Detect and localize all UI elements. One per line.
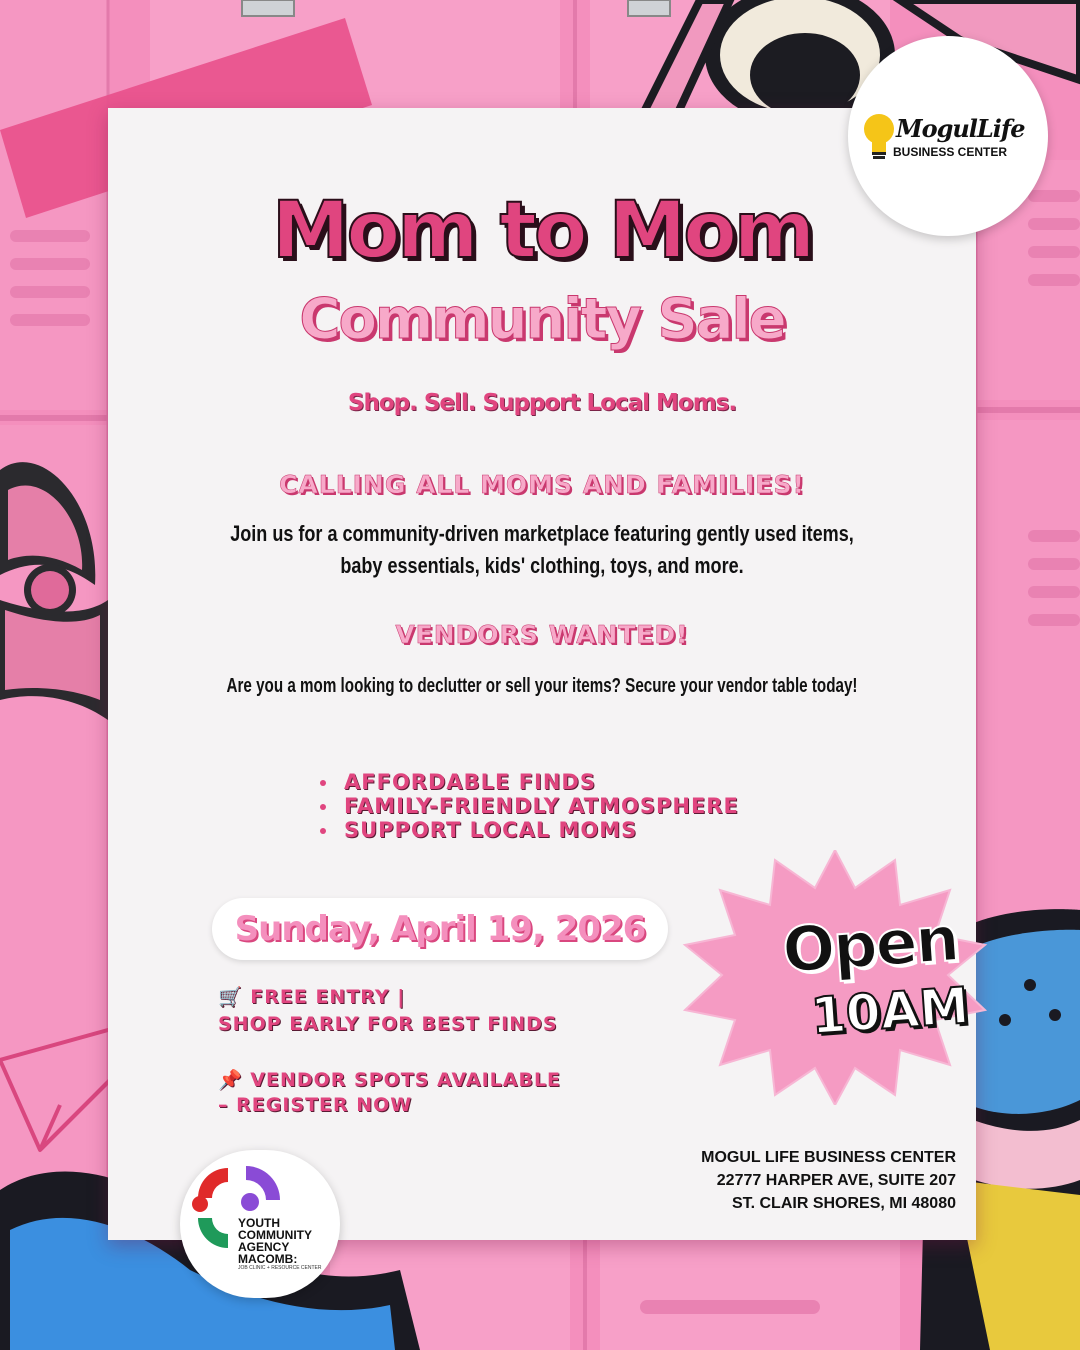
title-line-2: Community Sale bbox=[299, 287, 785, 352]
highlights-list bbox=[320, 770, 739, 842]
lightbulb-icon bbox=[862, 112, 896, 162]
vendor-line-1: 📌 VENDOR SPOTS AVAILABLE bbox=[218, 1069, 562, 1091]
open-label: Open bbox=[780, 901, 960, 988]
venue-address bbox=[620, 1146, 956, 1215]
address-line-1: MOGUL LIFE BUSINESS CENTER bbox=[701, 1149, 956, 1166]
calling-body-line-1: Join us for a community-driven marketplace featuring gently used items, bbox=[230, 521, 854, 546]
section-heading-vendors: VENDORS WANTED! bbox=[395, 620, 689, 649]
event-date: Sunday, April 19, 2026 bbox=[212, 898, 668, 960]
bullet-icon bbox=[320, 780, 326, 786]
section-body-calling bbox=[108, 518, 976, 582]
latch-icon bbox=[628, 0, 670, 16]
title-line-1: Mom to Mom bbox=[271, 186, 813, 276]
youth-logo-name: YOUTH COMMUNITY AGENCY MACOMB: bbox=[238, 1216, 312, 1266]
mogul-logo-name: MogulLife bbox=[896, 114, 1025, 143]
calling-body-line-2: baby essentials, kids' clothing, toys, and more. bbox=[340, 552, 744, 578]
open-time: 10AM bbox=[809, 976, 971, 1046]
address-line-3: ST. CLAIR SHORES, MI 48080 bbox=[731, 1195, 956, 1212]
section-heading-calling: CALLING ALL MOMS AND FAMILIES! bbox=[279, 470, 805, 499]
vendor-info bbox=[218, 1068, 561, 1118]
entry-line-1: 🛒 FREE ENTRY | bbox=[218, 986, 406, 1008]
entry-info bbox=[218, 984, 558, 1038]
bullet-icon bbox=[320, 804, 326, 810]
list-item: FAMILY-FRIENDLY ATMOSPHERE bbox=[320, 794, 739, 818]
latch-icon bbox=[242, 0, 294, 16]
address-line-2: 22777 HARPER AVE, SUITE 207 bbox=[716, 1172, 956, 1189]
list-item: SUPPORT LOCAL MOMS bbox=[320, 818, 739, 842]
section-body-vendors bbox=[108, 672, 976, 701]
vendor-line-2: – REGISTER NOW bbox=[218, 1094, 413, 1116]
vendors-body-text: Are you a mom looking to declutter or sell your items? Secure your vendor table today! bbox=[226, 675, 858, 697]
bullet-icon bbox=[320, 828, 326, 834]
mogul-logo-sub: BUSINESS CENTER bbox=[893, 145, 1008, 159]
youth-logo-sub: JOB CLINIC + RESOURCE CENTER bbox=[238, 1265, 322, 1271]
list-item: AFFORDABLE FINDS bbox=[320, 770, 739, 794]
tagline: Shop. Sell. Support Local Moms. bbox=[347, 390, 737, 416]
entry-line-2: SHOP EARLY FOR BEST FINDS bbox=[218, 1013, 558, 1035]
